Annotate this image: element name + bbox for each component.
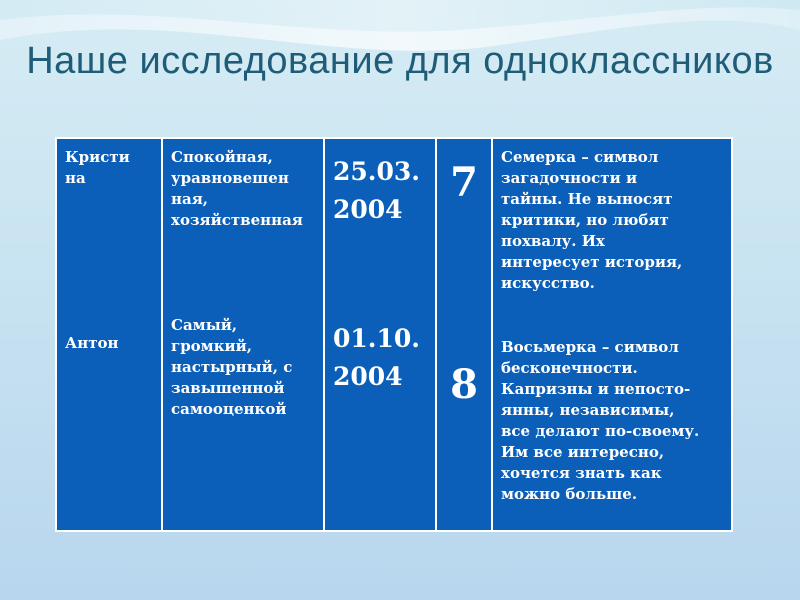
number-anton: 8 xyxy=(450,361,478,408)
numbers-column xyxy=(437,139,493,530)
meaning-seven: Семерка – символ загадочности и тайны. Не выносят критики, но любят похвалу. Их интересует история, искусство. xyxy=(501,148,683,292)
traits-anton: Самый, громкий, настырный, с завышенной самооценкой xyxy=(171,316,293,418)
name-anton: Антон xyxy=(65,334,119,352)
traits-kristina: Спокойная, уравновешен ная, хозяйственная xyxy=(171,148,303,229)
name-kristina: Кристи на xyxy=(65,148,130,187)
meaning-eight: Восьмерка – символ бесконечности. Капризны и непосто- янны, независимы, все делают по-своему. Им все интересно, хочется знать как можно больше. xyxy=(501,338,700,503)
slide-title: Наше исследование для одноклассников xyxy=(26,40,774,82)
number-kristina: 7 xyxy=(450,159,478,206)
dates-column xyxy=(325,139,437,530)
traits-column xyxy=(163,139,325,530)
names-column xyxy=(57,139,163,530)
date-anton: 01.10. 2004 xyxy=(333,324,420,391)
meaning-column xyxy=(493,139,731,530)
info-table xyxy=(55,137,733,532)
date-kristina: 25.03. 2004 xyxy=(333,157,420,224)
